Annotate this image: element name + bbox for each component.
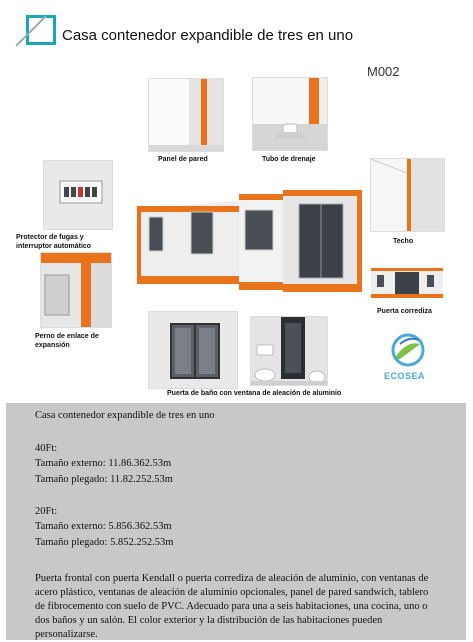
caption-bathroom-door: Puerta de baño con ventana de aleación de aluminio bbox=[167, 390, 342, 397]
window-photo bbox=[148, 311, 238, 389]
caption-roof: Techo bbox=[393, 238, 414, 245]
size-40ft-external: Tamaño externo: 11.86.362.53m bbox=[35, 458, 172, 469]
wall-panel-photo bbox=[148, 78, 224, 152]
caption-wall-panel: Panel de pared bbox=[158, 156, 208, 163]
container-house-photo bbox=[133, 190, 363, 300]
breaker-photo bbox=[43, 160, 113, 230]
ecosea-logo-text: ECOSEA bbox=[384, 371, 426, 381]
caption-breaker: Protector de fugas y interruptor automático bbox=[16, 234, 92, 250]
size-20ft-folded: Tamaño plegado: 5.852.252.53m bbox=[35, 537, 174, 548]
caption-drain-pipe: Tubo de drenaje bbox=[262, 156, 316, 163]
size-40ft-folded: Tamaño plegado: 11.82.252.53m bbox=[35, 474, 173, 485]
details-description: Puerta frontal con puerta Kendall o puerta corrediza de aleación de aluminio, con ventanas de acero plástico, ventanas de aleación de aluminio opcionales, panel de pared sandwich, tablero de fibrocemento con suelo de PVC. Adecuado para una a seis habitaciones, una cocina, uno o dos baños y un salón. El color exterior y la distribución de las habitaciones pueden personalizarse. bbox=[35, 573, 429, 640]
model-code: M002 bbox=[367, 64, 400, 79]
size-20ft-external: Tamaño externo: 5.856.362.53m bbox=[35, 521, 172, 532]
bathroom-photo bbox=[250, 316, 328, 386]
details-heading: Casa contenedor expandible de tres en uno bbox=[35, 410, 215, 421]
caption-expansion-bolt: Perno de enlace de expansión bbox=[35, 333, 99, 349]
size-40ft-label: 40Ft: bbox=[35, 443, 58, 454]
roof-photo bbox=[370, 158, 445, 232]
ecosea-logo-icon bbox=[388, 330, 428, 372]
drain-pipe-photo bbox=[252, 77, 328, 151]
expansion-bolt-photo bbox=[40, 252, 112, 328]
page-title: Casa contenedor expandible de tres en uno bbox=[62, 27, 354, 44]
size-20ft-label: 20Ft: bbox=[35, 506, 58, 517]
caption-sliding-door: Puerta corrediza bbox=[377, 308, 432, 315]
sliding-door-photo bbox=[369, 266, 445, 302]
